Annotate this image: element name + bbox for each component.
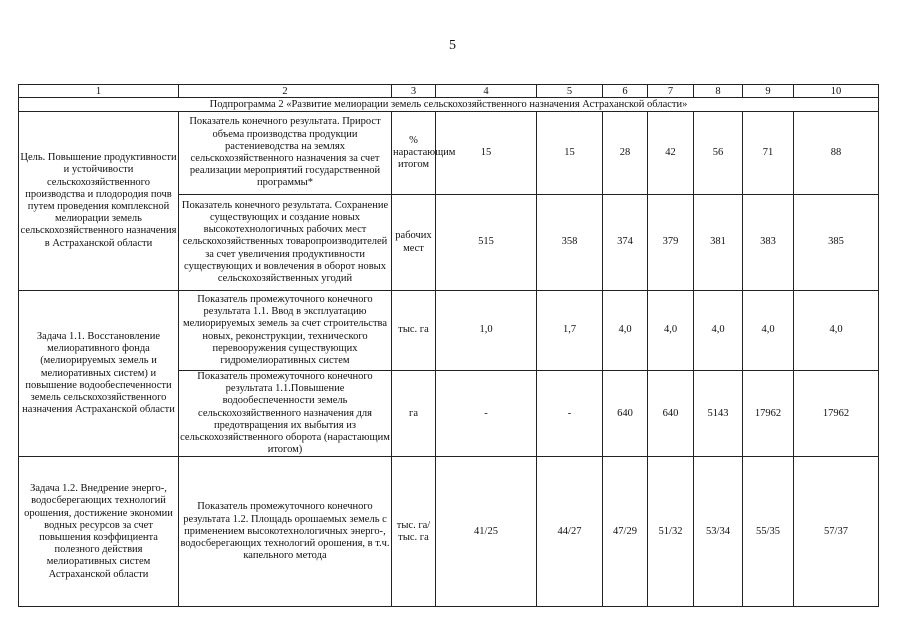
value-cell: 71: [743, 112, 794, 195]
col-header: 9: [743, 85, 794, 98]
task-1-1-cell: Задача 1.1. Восстановление мелиоративного фонда (мелиорируемых земель и мелиоративных систем) и повышение водообеспеченности земель сельскохозяйственного назначения Астраханской области: [19, 291, 179, 457]
value-cell: 57/37: [794, 457, 879, 607]
task-1-2-cell: Задача 1.2. Внедрение энерго-, водосберегающих технологий орошения, достижение экономии водных ресурсов за счет повышения коэффициента полезного действия мелиоративных систем Астраханской области: [19, 457, 179, 607]
value-cell: 53/34: [694, 457, 743, 607]
col-header: 6: [603, 85, 648, 98]
unit-cell: рабочих мест: [392, 195, 436, 291]
value-cell: 383: [743, 195, 794, 291]
value-cell: 381: [694, 195, 743, 291]
unit-cell: тыс. га/ тыс. га: [392, 457, 436, 607]
value-cell: 4,0: [603, 291, 648, 371]
col-header: 7: [648, 85, 694, 98]
indicator-cell: Показатель промежуточного конечного результата 1.1. Ввод в эксплуатацию мелиорируемых земель за счет строительства новых, реконструкции, технического перевооружения существующих гидромелиоративных систем: [179, 291, 392, 371]
value-cell: 4,0: [648, 291, 694, 371]
col-header: 1: [19, 85, 179, 98]
value-cell: 4,0: [694, 291, 743, 371]
value-cell: 15: [436, 112, 537, 195]
goal-cell: Цель. Повышение продуктивности и устойчивости сельскохозяйственного производства и плодородия почв путем проведения комплексной мелиорации земель сельскохозяйственного назначения в Астраханской области: [19, 112, 179, 291]
value-cell: 385: [794, 195, 879, 291]
value-cell: 5143: [694, 371, 743, 457]
page-number: 5: [449, 38, 456, 53]
col-header: 5: [537, 85, 603, 98]
value-cell: -: [537, 371, 603, 457]
value-cell: 1,0: [436, 291, 537, 371]
value-cell: 47/29: [603, 457, 648, 607]
table-row: [19, 112, 879, 195]
table-row: [19, 291, 879, 371]
col-header: 4: [436, 85, 537, 98]
value-cell: 4,0: [794, 291, 879, 371]
col-header: 2: [179, 85, 392, 98]
value-cell: 358: [537, 195, 603, 291]
value-cell: 515: [436, 195, 537, 291]
indicators-table: [18, 84, 879, 607]
value-cell: 17962: [743, 371, 794, 457]
value-cell: 41/25: [436, 457, 537, 607]
value-cell: 379: [648, 195, 694, 291]
unit-cell: % нарастающим итогом: [392, 112, 436, 195]
col-header: 10: [794, 85, 879, 98]
col-header: 8: [694, 85, 743, 98]
value-cell: 4,0: [743, 291, 794, 371]
value-cell: 42: [648, 112, 694, 195]
value-cell: 51/32: [648, 457, 694, 607]
value-cell: 56: [694, 112, 743, 195]
col-header: 3: [392, 85, 436, 98]
value-cell: 44/27: [537, 457, 603, 607]
indicator-cell: Показатель конечного результата. Сохранение существующих и создание новых высокотехнологичных рабочих мест сельскохозяйственных товаропроизводителей за счет увеличения продуктивности существующих и вовлечения в оборот новых сельскохозяйственных угодий: [179, 195, 392, 291]
value-cell: 17962: [794, 371, 879, 457]
indicator-cell: Показатель конечного результата. Прирост объема производства продукции растениеводства на землях сельскохозяйственного назначения за счет реализации мероприятий государственной программы*: [179, 112, 392, 195]
indicator-cell: Показатель промежуточного конечного результата 1.2. Площадь орошаемых земель с применением высокотехнологичных энерго-, водосберегающих технологий орошения, в т.ч. капельного метода: [179, 457, 392, 607]
indicator-cell: Показатель промежуточного конечного результата 1.1.Повышение водообеспеченности земель сельскохозяйственного назначения для предотвращения их выбытия из сельскохозяйственного оборота (нарастающим итогом): [180, 371, 390, 456]
unit-cell: тыс. га: [392, 291, 436, 371]
subprogram-title: Подпрограмма 2 «Развитие мелиорации земель сельскохозяйственного назначения Астраханской области»: [19, 98, 879, 112]
value-cell: 640: [648, 371, 694, 457]
value-cell: 1,7: [537, 291, 603, 371]
value-cell: 15: [537, 112, 603, 195]
value-cell: 28: [603, 112, 648, 195]
table-row: [19, 457, 879, 607]
unit-cell: га: [392, 371, 436, 457]
value-cell: 88: [794, 112, 879, 195]
column-header-row: [19, 85, 879, 98]
value-cell: 374: [603, 195, 648, 291]
subprogram-row: [19, 98, 879, 112]
value-cell: -: [436, 371, 537, 457]
value-cell: 640: [603, 371, 648, 457]
value-cell: 55/35: [743, 457, 794, 607]
